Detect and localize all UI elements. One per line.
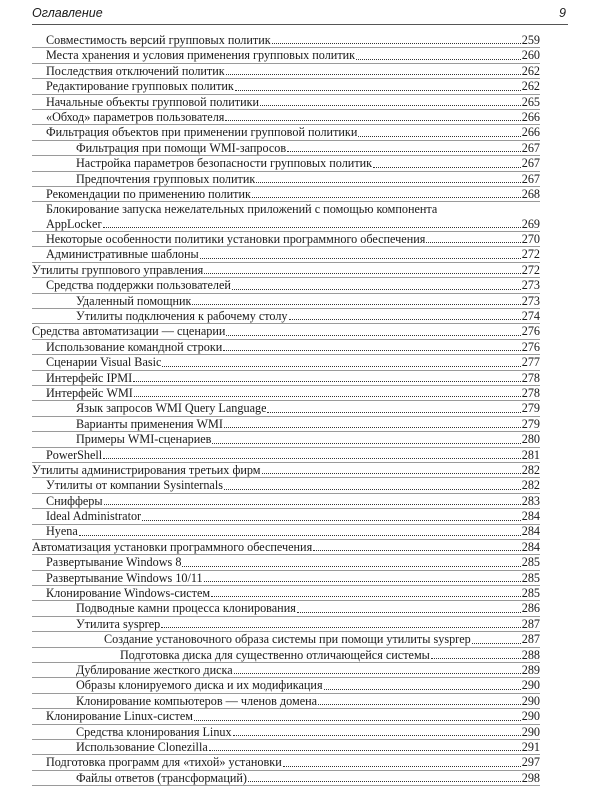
toc-entry[interactable]	[32, 125, 540, 140]
dot-leader	[161, 627, 520, 628]
dot-leader	[318, 704, 521, 705]
toc-entry[interactable]	[32, 448, 540, 463]
toc-entry-title: Дублирование жесткого диска	[76, 663, 233, 677]
toc-entry-title: Средства поддержки пользователей	[46, 278, 231, 293]
toc-entry[interactable]	[32, 371, 540, 386]
dot-leader	[297, 612, 521, 613]
toc-entry-page: 268	[521, 186, 540, 201]
toc-entry-title: «Обход» параметров пользователя	[46, 109, 225, 124]
toc-entry-page: 278	[521, 385, 540, 400]
toc-entry-page: 262	[521, 79, 540, 94]
toc-entry[interactable]	[32, 202, 540, 216]
toc-entry[interactable]	[32, 309, 540, 324]
toc-entry-title: Удаленный помощник	[76, 293, 192, 308]
toc-entry-page: 280	[521, 432, 540, 447]
toc-entry-page: 267	[521, 171, 540, 186]
toc-entry-title: Файлы ответов (трансформаций)	[76, 770, 247, 785]
toc-entry-title: Подготовка диска для существенно отличающейся системы	[120, 647, 430, 662]
toc-entry-title: Подготовка программ для «тихой» установки	[46, 755, 282, 770]
toc-entry[interactable]	[32, 648, 540, 663]
dot-leader	[226, 335, 520, 336]
toc-entry-title: Начальные объекты групповой политики	[46, 94, 260, 109]
toc-entry-page: 288	[521, 647, 540, 662]
toc-entry[interactable]	[32, 79, 540, 94]
toc-entry[interactable]	[32, 617, 540, 632]
toc-entry-page: 262	[521, 63, 540, 78]
dot-leader	[142, 520, 521, 521]
toc-entry[interactable]	[32, 555, 540, 570]
toc-entry[interactable]	[32, 247, 540, 262]
toc-entry-title: Примеры WMI-сценариев	[76, 432, 212, 447]
toc-entry-title: Подводные камни процесса клонирования	[76, 601, 296, 616]
toc-entry-title: Настройка параметров безопасности групповых политик	[76, 156, 373, 171]
toc-entry-page: 281	[521, 447, 540, 462]
toc-entry-page: 290	[521, 693, 540, 708]
toc-entry[interactable]	[32, 540, 540, 555]
dot-leader	[103, 227, 521, 228]
toc-entry[interactable]	[32, 586, 540, 601]
toc-entry-page: 286	[521, 601, 540, 616]
toc-entry-title: Утилиты подключения к рабочему столу	[76, 309, 288, 324]
toc-entry[interactable]	[32, 48, 540, 63]
toc-entry-page: 260	[521, 48, 540, 63]
toc-entry-title: Автоматизация установки программного обеспечения	[32, 539, 313, 554]
toc-entry-page: 267	[521, 140, 540, 155]
dot-leader	[313, 550, 521, 551]
toc-entry-title: Интерфейс IPMI	[46, 370, 133, 385]
toc-entry[interactable]	[32, 294, 540, 309]
toc-entry-page: 283	[521, 493, 540, 508]
dot-leader	[472, 643, 521, 644]
dot-leader	[223, 350, 520, 351]
toc-entry[interactable]	[32, 217, 540, 232]
toc-entry-title: Снифферы	[46, 493, 103, 508]
toc-entry-title: Предпочтения групповых политик	[76, 171, 256, 186]
dot-leader	[233, 735, 521, 736]
toc-entry-page: 282	[521, 478, 540, 493]
toc-entry-title: Последствия отключений политик	[46, 63, 225, 78]
toc-entry-page: 291	[521, 739, 540, 754]
toc-entry-title: Редактирование групповых политик	[46, 79, 234, 94]
toc-entry[interactable]	[32, 232, 540, 247]
toc-entry[interactable]	[32, 771, 540, 786]
dot-leader	[209, 750, 521, 751]
toc-entry-page: 287	[521, 632, 540, 647]
toc-entry-page: 276	[521, 324, 540, 339]
toc-entry[interactable]	[32, 187, 540, 202]
dot-leader	[262, 473, 521, 474]
toc-entry[interactable]	[32, 601, 540, 616]
toc-entry-page: 290	[521, 724, 540, 739]
toc-entry-title: Интерфейс WMI	[46, 385, 133, 400]
toc-entry-page: 266	[521, 109, 540, 124]
dot-leader	[224, 427, 521, 428]
toc-entry-title: Ideal Administrator	[46, 509, 142, 524]
toc-entry[interactable]	[32, 694, 540, 709]
toc-entry-page: 298	[521, 770, 540, 785]
running-header-title: Оглавление	[32, 6, 103, 20]
toc-entry-page: 267	[521, 156, 540, 171]
dot-leader	[204, 273, 520, 274]
toc-entry-title: Образы клонируемого диска и их модификация	[76, 678, 323, 693]
toc-entry-title: Утилиты администрирования третьих фирм	[32, 462, 261, 477]
toc-entry-title: Средства автоматизации — сценарии	[32, 324, 226, 339]
toc-entry-title: Развертывание Windows 10/11	[46, 570, 203, 585]
toc-entry[interactable]	[32, 678, 540, 693]
toc-entry-title: Некоторые особенности политики установки программного обеспечения	[46, 232, 426, 247]
dot-leader	[225, 120, 520, 121]
toc-entry-page: 285	[521, 570, 540, 585]
toc-entry[interactable]	[32, 509, 540, 524]
dot-leader	[200, 258, 521, 259]
toc-entry[interactable]	[32, 709, 540, 724]
toc-entry-page: 259	[521, 32, 540, 47]
toc-entry-page: 282	[521, 462, 540, 477]
toc-entry[interactable]	[32, 663, 540, 678]
toc-entry[interactable]	[32, 33, 540, 48]
toc-entry-title: Утилиты группового управления	[32, 262, 204, 277]
toc-entry[interactable]	[32, 432, 540, 447]
dot-leader	[272, 43, 521, 44]
page-number: 9	[559, 6, 566, 20]
toc-entry-title: Совместимость версий групповых политик	[46, 32, 271, 47]
toc-entry[interactable]	[32, 571, 540, 586]
toc-entry[interactable]	[32, 463, 540, 478]
dot-leader	[211, 596, 521, 597]
toc-entry[interactable]	[32, 386, 540, 401]
toc-entry[interactable]	[32, 355, 540, 370]
toc-entry-page: 279	[521, 401, 540, 416]
running-header	[32, 4, 568, 25]
dot-leader	[289, 319, 521, 320]
dot-leader	[103, 458, 521, 459]
dot-leader	[358, 136, 520, 137]
toc-entry-page: 277	[521, 355, 540, 370]
dot-leader	[234, 673, 521, 674]
toc-entry-title: Hyena	[46, 524, 78, 539]
toc-entry-page: 269	[521, 216, 540, 231]
dot-leader	[226, 74, 521, 75]
toc-entry-title: Использование командной строки	[46, 339, 223, 354]
toc-entry-title: Клонирование Windows-систем	[46, 586, 211, 601]
toc-entry-title: Развертывание Windows 8	[46, 555, 182, 570]
toc-entry-page: 287	[521, 616, 540, 631]
dot-leader	[426, 242, 520, 243]
dot-leader	[267, 412, 520, 413]
dot-leader	[134, 396, 521, 397]
toc-entry[interactable]	[32, 478, 540, 493]
table-of-contents	[32, 33, 540, 786]
toc-entry-title: Варианты применения WMI	[76, 416, 223, 431]
toc-entry[interactable]	[32, 401, 540, 416]
dot-leader	[104, 504, 521, 505]
dot-leader	[248, 781, 521, 782]
toc-entry[interactable]	[32, 525, 540, 540]
toc-entry-page: 270	[521, 232, 540, 247]
toc-entry-page: 272	[521, 262, 540, 277]
toc-entry[interactable]	[32, 263, 540, 278]
toc-entry-page: 274	[521, 309, 540, 324]
toc-entry-title: AppLocker	[46, 216, 102, 231]
toc-entry-title: Создание установочного образа системы при помощи утилиты sysprep	[104, 632, 471, 647]
dot-leader	[212, 443, 520, 444]
toc-entry-title: Фильтрация объектов при применении групповой политики	[46, 125, 358, 140]
toc-entry-page: 284	[521, 509, 540, 524]
dot-leader	[356, 59, 521, 60]
toc-entry-title: Фильтрация при помощи WMI-запросов	[76, 140, 287, 155]
toc-entry-title: Сценарии Visual Basic	[46, 355, 162, 370]
toc-entry[interactable]	[32, 632, 540, 647]
toc-entry[interactable]	[32, 725, 540, 740]
toc-entry[interactable]	[32, 110, 540, 125]
toc-entry-page: 273	[521, 278, 540, 293]
toc-entry-title: Места хранения и условия применения групповых политик	[46, 48, 356, 63]
toc-entry-page: 284	[521, 524, 540, 539]
toc-entry[interactable]	[32, 740, 540, 755]
toc-entry-page: 276	[521, 339, 540, 354]
toc-entry-page: 289	[521, 663, 540, 677]
dot-leader	[133, 381, 521, 382]
dot-leader	[324, 689, 521, 690]
toc-entry-title: Утилиты от компании Sysinternals	[46, 478, 223, 493]
toc-entry[interactable]	[32, 324, 540, 339]
dot-leader	[287, 151, 521, 152]
dot-leader	[431, 658, 521, 659]
toc-entry[interactable]	[32, 156, 540, 171]
toc-entry-page: 290	[521, 709, 540, 724]
dot-leader	[204, 581, 521, 582]
toc-entry-title: Блокирование запуска нежелательных приложений с помощью компонента	[46, 202, 438, 217]
toc-entry[interactable]	[32, 64, 540, 79]
dot-leader	[79, 535, 521, 536]
toc-entry-title: Язык запросов WMI Query Language	[76, 401, 267, 416]
dot-leader	[232, 289, 521, 290]
toc-entry-title: Использование Clonezilla	[76, 739, 208, 754]
dot-leader	[373, 167, 521, 168]
toc-entry-title: Рекомендации по применению политик	[46, 186, 251, 201]
toc-entry-page: 290	[521, 678, 540, 693]
toc-entry[interactable]	[32, 340, 540, 355]
dot-leader	[256, 182, 520, 183]
toc-entry[interactable]	[32, 755, 540, 770]
toc-entry-title: PowerShell	[46, 447, 103, 462]
dot-leader	[283, 766, 521, 767]
toc-entry-title: Средства клонирования Linux	[76, 724, 232, 739]
toc-entry[interactable]	[32, 494, 540, 509]
toc-entry-page: 285	[521, 586, 540, 601]
toc-entry[interactable]	[32, 95, 540, 110]
toc-entry-page: 285	[521, 555, 540, 570]
dot-leader	[194, 720, 521, 721]
dot-leader	[252, 197, 521, 198]
dot-leader	[162, 366, 520, 367]
toc-entry[interactable]	[32, 141, 540, 156]
toc-entry-title: Утилита sysprep	[76, 616, 161, 631]
toc-entry-title: Клонирование Linux-систем	[46, 709, 193, 724]
toc-entry-page: 284	[521, 539, 540, 554]
dot-leader	[224, 489, 521, 490]
toc-entry-page: 273	[521, 293, 540, 308]
toc-entry-title: Административные шаблоны	[46, 247, 199, 262]
toc-entry-page: 278	[521, 370, 540, 385]
dot-leader	[235, 90, 521, 91]
dot-leader	[260, 105, 521, 106]
toc-entry[interactable]	[32, 417, 540, 432]
dot-leader	[182, 566, 520, 567]
toc-entry-page: 279	[521, 416, 540, 431]
toc-entry-page: 266	[521, 125, 540, 140]
toc-entry[interactable]	[32, 278, 540, 293]
toc-entry-page: 265	[521, 94, 540, 109]
dot-leader	[192, 304, 520, 305]
toc-entry-page: 297	[521, 755, 540, 770]
toc-entry-page: 272	[521, 247, 540, 262]
toc-entry[interactable]	[32, 172, 540, 187]
toc-entry-title: Клонирование компьютеров — членов домена	[76, 693, 318, 708]
